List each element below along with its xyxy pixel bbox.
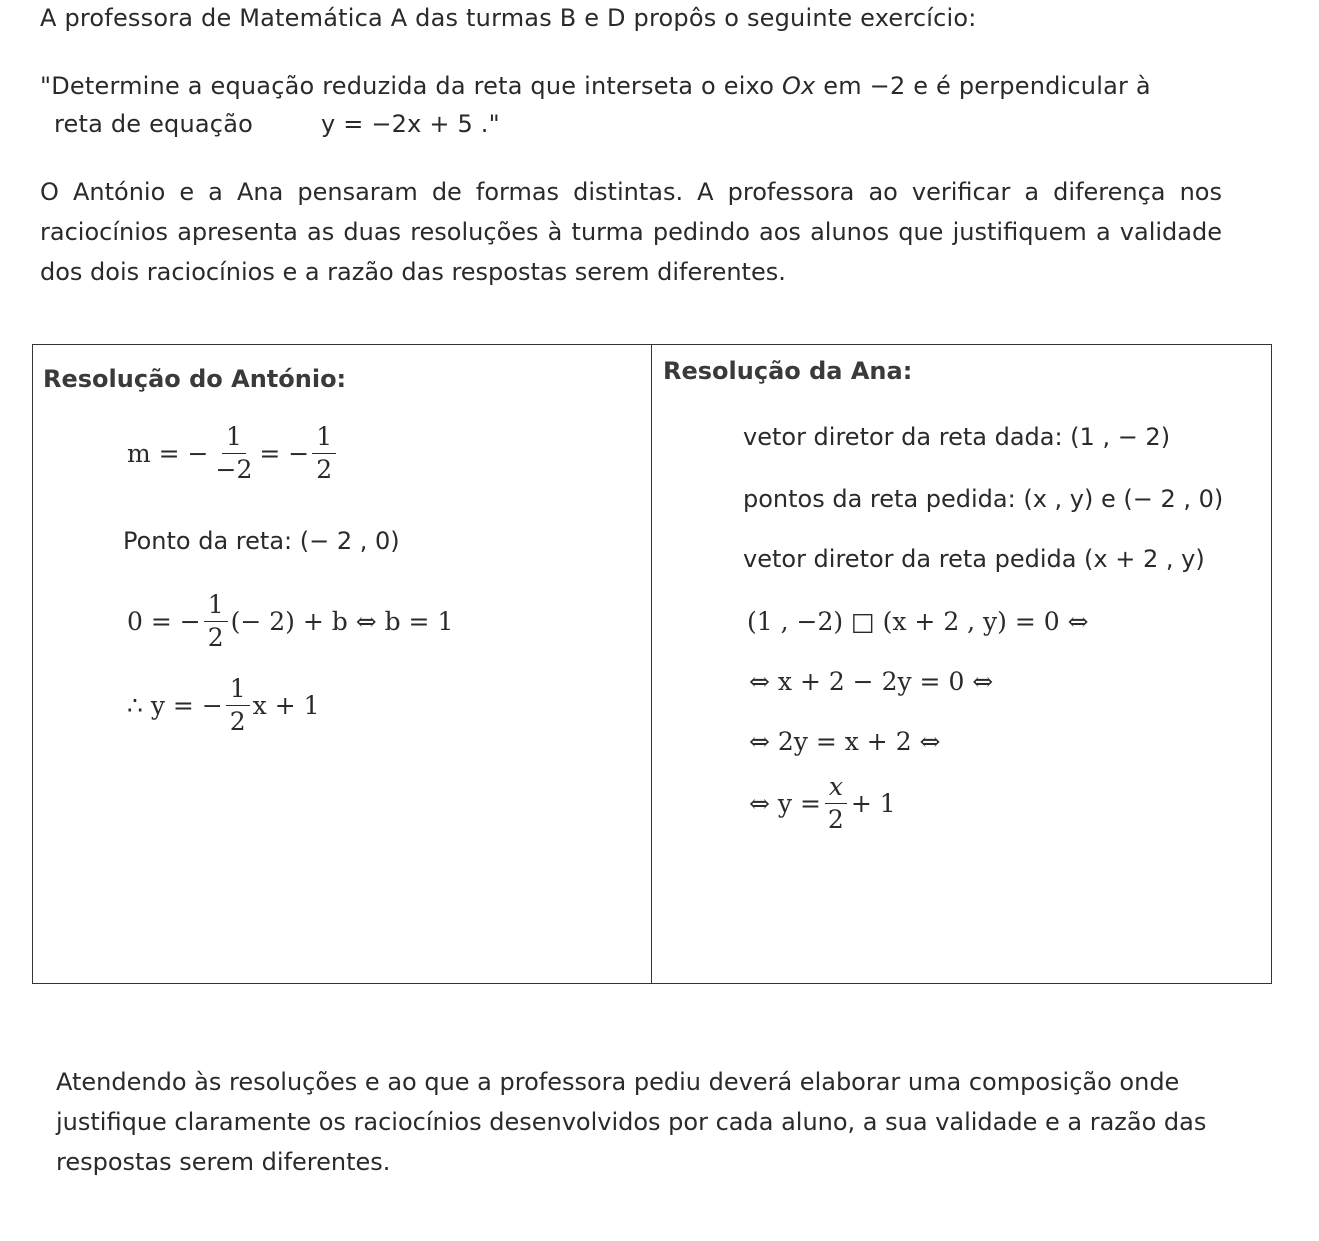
fraction-2 xyxy=(312,423,336,484)
ana-title: Resolução da Ana: xyxy=(663,357,913,385)
fraction-den: 2 xyxy=(229,707,246,736)
ana-line-2: pontos da reta pedida: (x , y) e (− 2 , 0) xyxy=(743,485,1224,513)
ana-result-prefix: ⇔ y = xyxy=(749,789,821,818)
fraction-den: 2 xyxy=(316,455,333,484)
fraction-num: 1 xyxy=(222,423,246,454)
question-end: em −2 e é perpendicular à xyxy=(815,72,1151,100)
fraction-den: 2 xyxy=(207,623,224,652)
fraction-den: −2 xyxy=(215,455,253,484)
antonio-point: Ponto da reta: (− 2 , 0) xyxy=(123,527,400,555)
antonio-result xyxy=(127,675,320,736)
fraction-4 xyxy=(226,675,250,736)
antonio-slope xyxy=(127,423,339,484)
ana-line-3: vetor diretor da reta pedida (x + 2 , y) xyxy=(743,545,1205,573)
fraction-num: x xyxy=(825,773,847,804)
intro-text: A professora de Matemática A das turmas B e D propôs o seguinte exercício: xyxy=(40,4,977,32)
ana-line-1: vetor diretor da reta dada: (1 , − 2) xyxy=(743,423,1171,451)
column-divider xyxy=(651,345,652,983)
resolutions-table xyxy=(32,344,1272,984)
fraction-num: 1 xyxy=(312,423,336,454)
question-equation: y = −2x + 5 ." xyxy=(320,110,500,138)
fraction-den: 2 xyxy=(827,805,844,834)
question-line-2 xyxy=(54,110,500,138)
result-prefix: ∴ y = − xyxy=(127,691,223,720)
antonio-intercept-eq xyxy=(127,591,453,652)
closing-paragraph: Atendendo às resoluções e ao que a professora pediu deverá elaborar uma composição onde justifique claramente os raciocínios desenvolvidos por cada aluno, a sua validade e a razão das respostas serem diferentes. xyxy=(56,1068,1207,1176)
eq-prefix: 0 = − xyxy=(127,607,201,636)
ana-line-6: ⇔ 2y = x + 2 ⇔ xyxy=(749,727,941,756)
ana-line-7 xyxy=(749,773,896,834)
fraction-num: 1 xyxy=(204,591,228,622)
axis-label: Ox xyxy=(781,72,816,100)
antonio-title: Resolução do António: xyxy=(43,365,347,393)
ana-result-suffix: + 1 xyxy=(850,789,896,818)
fraction-num: 1 xyxy=(226,675,250,706)
slope-prefix: m = − xyxy=(127,439,209,468)
ana-line-5: ⇔ x + 2 − 2y = 0 ⇔ xyxy=(749,667,994,696)
question-line-1 xyxy=(40,72,1151,100)
fraction-1 xyxy=(212,423,257,484)
slope-mid: = − xyxy=(259,439,310,468)
question-label: reta de equação xyxy=(54,110,253,138)
fraction-5 xyxy=(824,773,848,834)
context-paragraph: O António e a Ana pensaram de formas distintas. A professora ao verificar a diferença nos raciocínios apresenta as duas resoluções à turma pedindo aos alunos que justifiquem a validade dos dois raciocínios e a razão das respostas serem diferentes. xyxy=(40,178,1222,286)
eq-suffix: (− 2) + b ⇔ b = 1 xyxy=(230,607,454,636)
question-start: "Determine a equação reduzida da reta que interseta o eixo xyxy=(40,72,782,100)
fraction-3 xyxy=(204,591,228,652)
ana-line-4: (1 , −2) □ (x + 2 , y) = 0 ⇔ xyxy=(747,607,1089,636)
result-suffix: x + 1 xyxy=(252,691,320,720)
